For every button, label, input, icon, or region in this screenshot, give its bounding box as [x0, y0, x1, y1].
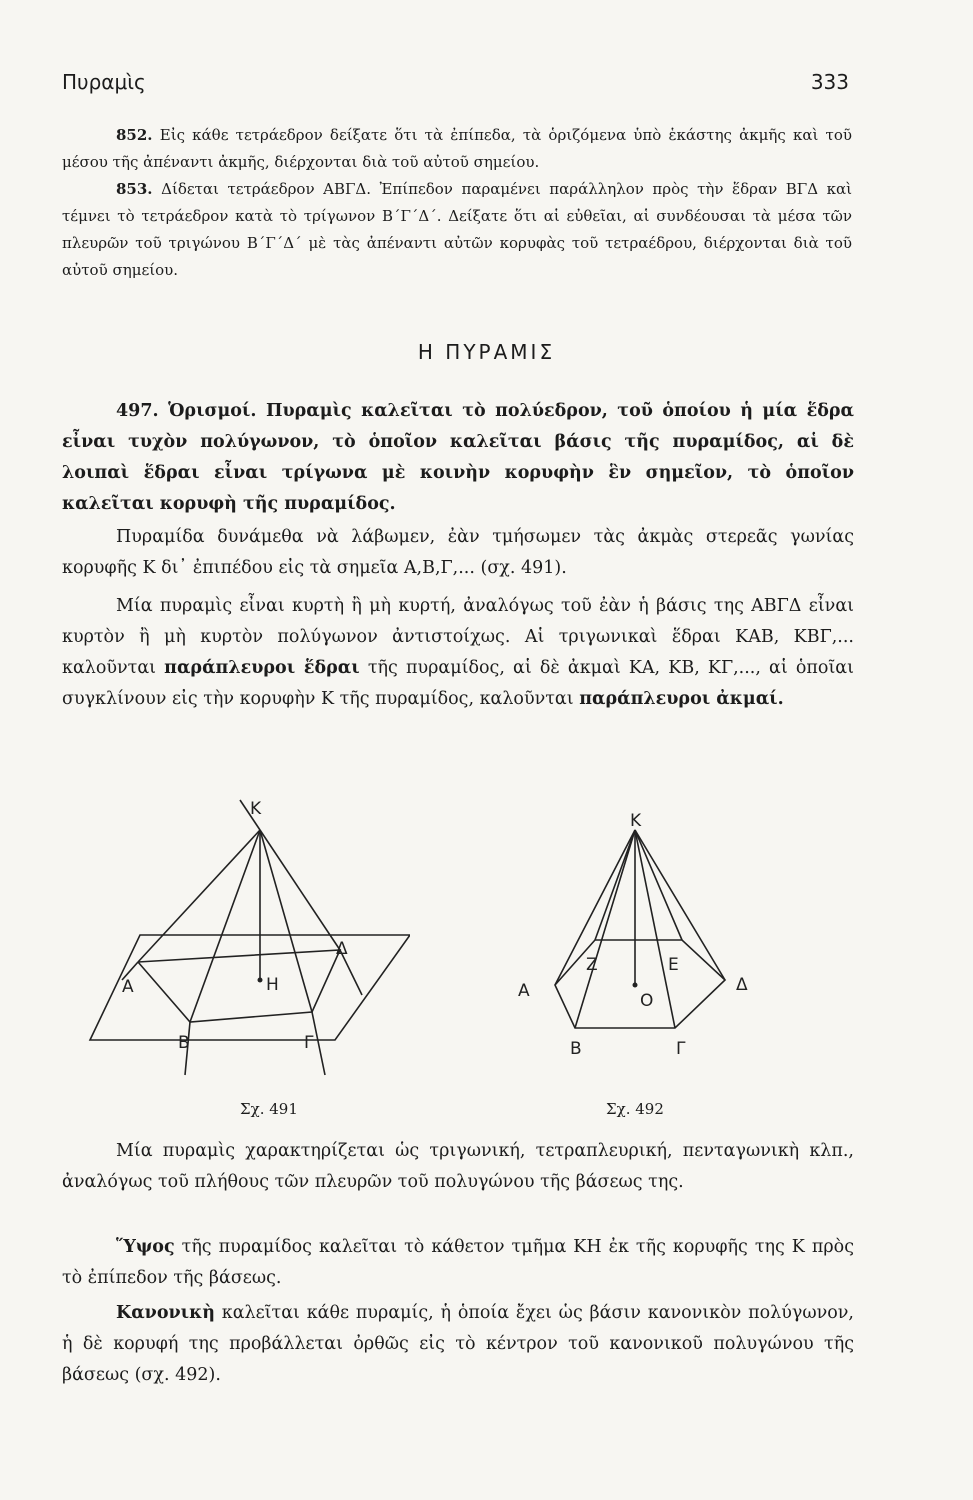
exercise-852-number: 852. — [116, 126, 153, 144]
running-header-title: Πυραμὶς — [62, 70, 146, 94]
figure-491-label-a: Α — [122, 977, 134, 997]
figure-492-point-o — [633, 983, 638, 988]
figure-491-edge-ka — [138, 830, 260, 962]
figure-491-point-h — [258, 978, 263, 983]
exercise-853-text: Δίδεται τετράεδρον ΑΒΓΔ. Ἐπίπεδον παραμένει παράλληλον πρὸς τὴν ἕδραν ΒΓΔ καὶ τέμνει τὸ τετράεδρον κατὰ τὸ τρίγωνον Β΄Γ΄Δ΄. Δείξατε ὅτι αἱ εὐθεῖαι, αἱ συνδέουσαι τὰ μέσα τῶν πλευρῶν τοῦ τριγώνου Β΄Γ΄Δ΄ μὲ τὰς ἀπέναντι αὐτῶν κορυφὰς τοῦ τετραέδρου, διέρχονται διὰ τοῦ αὐτοῦ σημείου. — [62, 180, 852, 279]
paragraph-1-text: Πυραμίδα δυνάμεθα νὰ λάβωμεν, ἐὰν τμήσωμεν τὰς ἀκμὰς στερεᾶς γωνίας κορυφῆς Κ δι᾿ ἐπιπέδου εἰς τὰ σημεῖα Α,Β,Γ,... (σχ. 491). — [62, 527, 854, 578]
page-number: 333 — [810, 70, 849, 94]
paragraph-5-bold: Κανονικὴ — [116, 1303, 215, 1323]
paragraph-2-bold1: παράπλευροι ἕδραι — [164, 658, 360, 678]
figure-491-extension-g — [312, 1012, 325, 1075]
paragraph-2-bold2: παράπλευροι ἀκμαί. — [579, 689, 784, 709]
paragraph-pyramid-construction — [62, 522, 854, 584]
figure-492-label-g: Γ — [676, 1039, 686, 1059]
exercise-852 — [62, 122, 852, 176]
paragraph-height — [62, 1232, 854, 1294]
figure-492-label-z: Ζ — [586, 955, 598, 975]
figure-491-label-k: Κ — [250, 799, 262, 819]
figure-492-label-d: Δ — [736, 975, 748, 995]
definition-label: Ὁρισμοί. — [168, 401, 257, 421]
paragraph-2-part2: τῆς πυραμίδος, αἱ δὲ ἀκμαὶ ΚΑ, ΚΒ, ΚΓ,..., αἱ ὁποῖαι συγκλίνουν εἰς τὴν κορυφὴν Κ τῆς πυραμίδος, καλοῦνται — [62, 658, 854, 709]
figure-492-base-hexagon — [555, 940, 725, 1028]
paragraph-convexity — [62, 591, 854, 715]
figure-491-label-h: Η — [266, 975, 279, 995]
figure-491-label-b: Β — [178, 1033, 190, 1053]
figure-492-caption: Σχ. 492 — [606, 1100, 664, 1118]
paragraph-3-text: Μία πυραμὶς χαρακτηρίζεται ὡς τριγωνική, τετραπλευρική, πενταγωνικὴ κλπ., ἀναλόγως τοῦ πλήθους τῶν πλευρῶν τοῦ πολυγώνου τῆς βάσεως της. — [62, 1141, 854, 1192]
figure-492-edge-kd — [635, 830, 725, 980]
figure-491-edge-kb — [190, 830, 260, 1022]
figure-492-label-k: Κ — [630, 811, 642, 831]
exercise-853-number: 853. — [116, 180, 153, 198]
figure-491-diagram — [80, 790, 410, 1090]
paragraph-5-text: καλεῖται κάθε πυραμίς, ἡ ὁποία ἔχει ὡς βάσιν κανονικὸν πολύγωνον, ἡ δὲ κορυφή της προβάλλεται ὀρθῶς εἰς τὸ κέντρον τοῦ κανονικοῦ πολυγώνου τῆς βάσεως (σχ. 492). — [62, 1303, 854, 1385]
paragraph-regular-pyramid — [62, 1298, 854, 1391]
figure-492-label-a: Α — [518, 981, 530, 1001]
figure-492-label-e: Ε — [668, 955, 679, 975]
figure-492-diagram — [510, 810, 790, 1070]
paragraph-4-text: τῆς πυραμίδος καλεῖται τὸ κάθετον τμῆμα ΚΗ ἐκ τῆς κορυφῆς της Κ πρὸς τὸ ἐπίπεδον τῆς βάσεως. — [62, 1237, 854, 1288]
figure-492-edge-kz — [595, 830, 635, 940]
section-title: Η ΠΥΡΑΜΙΣ — [417, 340, 556, 364]
definition-number: 497. — [116, 401, 159, 421]
figure-492-label-o: Ο — [640, 991, 654, 1011]
figure-491-caption: Σχ. 491 — [240, 1100, 298, 1118]
paragraph-4-bold: Ὕψος — [116, 1237, 175, 1257]
paragraph-classification — [62, 1136, 854, 1198]
definition-497 — [62, 396, 854, 520]
figure-492-label-b: Β — [570, 1039, 582, 1059]
exercise-853 — [62, 176, 852, 284]
exercise-852-text: Εἰς κάθε τετράεδρον δείξατε ὅτι τὰ ἐπίπεδα, τὰ ὁριζόμενα ὑπὸ ἑκάστης ἀκμῆς καὶ τοῦ μέσου τῆς ἀπέναντι ἀκμῆς, διέρχονται διὰ τοῦ αὐτοῦ σημείου. — [62, 126, 852, 171]
figure-491-base-plane — [90, 935, 410, 1040]
figure-491-edge-kd — [260, 830, 340, 950]
figure-491-label-d: Δ — [336, 939, 348, 959]
definition-text: Πυραμὶς καλεῖται τὸ πολύεδρον, τοῦ ὁποίου ἡ μία ἕδρα εἶναι τυχὸν πολύγωνον, τὸ ὁποῖον καλεῖται βάσις τῆς πυραμίδος, αἱ δὲ λοιπαὶ ἕδραι εἶναι τρίγωνα μὲ κοινὴν κορυφὴν ἓν σημεῖον, τὸ ὁποῖον καλεῖται κορυφὴ τῆς πυραμίδος. — [62, 401, 854, 514]
paragraph-2-part1: Μία πυραμὶς εἶναι κυρτὴ ἢ μὴ κυρτή, ἀναλόγως τοῦ ἐὰν ἡ βάσις της ΑΒΓΔ εἶναι κυρτὸν ἢ μὴ κυρτὸν πολύγωνον ἀντιστοίχως. Αἱ τριγωνικαὶ ἕδραι ΚΑΒ, ΚΒΓ,... καλοῦνται — [62, 596, 854, 678]
figure-492-edge-ke — [635, 830, 682, 940]
figure-491-label-g: Γ — [304, 1033, 314, 1053]
figure-491-base-polygon — [138, 950, 340, 1022]
